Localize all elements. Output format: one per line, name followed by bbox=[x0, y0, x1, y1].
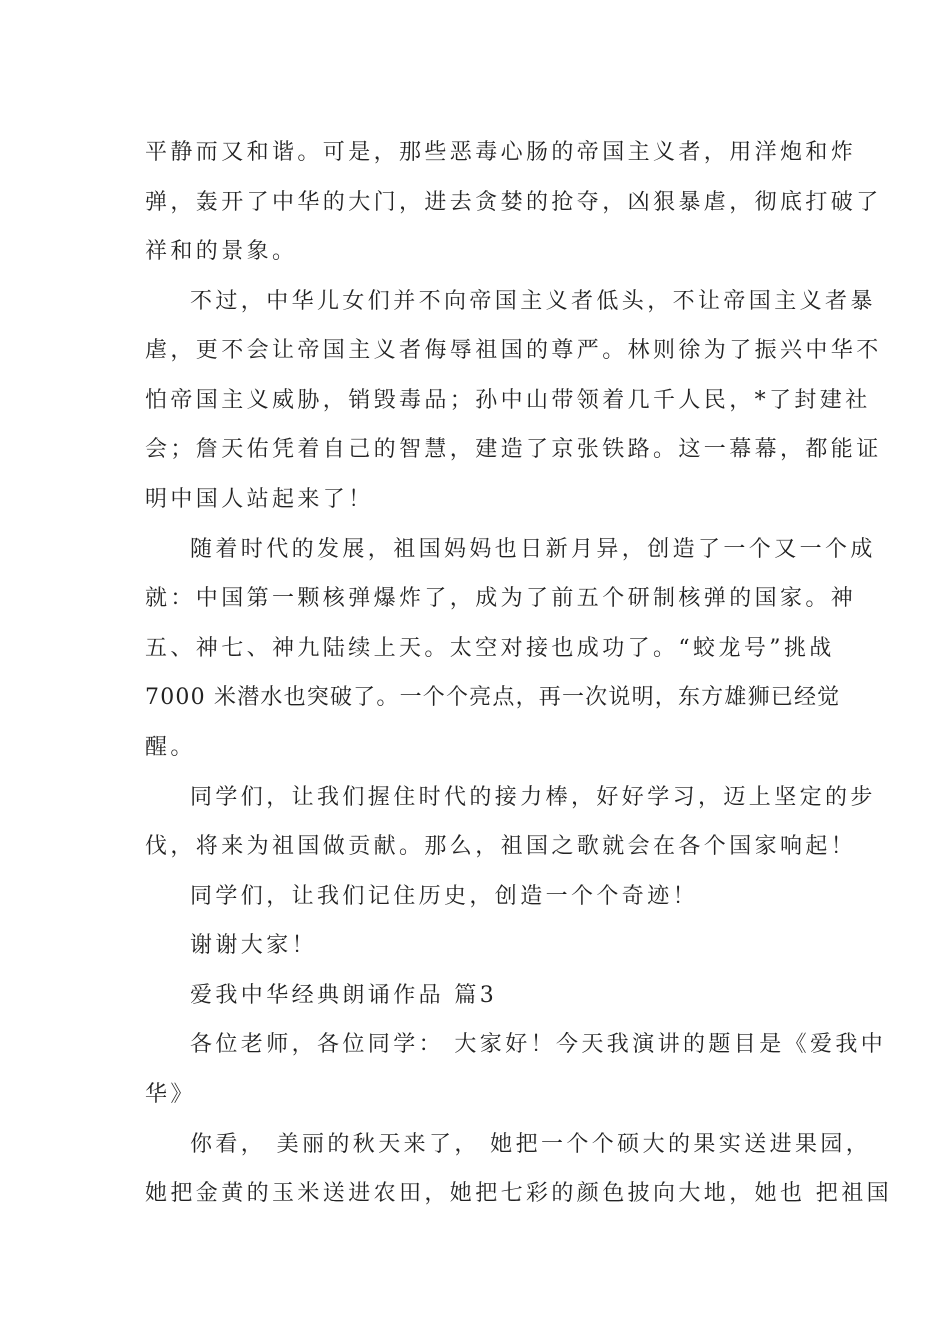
paragraph-start-line: 同学们，让我们握住时代的接力棒，好好学习，迈上坚定的步 bbox=[190, 785, 876, 810]
paragraph-start-line: 你看， 美丽的秋天来了， 她把一个个硕大的果实送进果园， bbox=[190, 1132, 872, 1157]
text-line: 五、神七、神九陆续上天。太空对接也成功了。“蛟龙号”挑战 bbox=[145, 636, 835, 661]
paragraph-start-line: 谢谢大家！ bbox=[190, 933, 318, 958]
paragraph-start-line: 随着时代的发展，祖国妈妈也日新月异，创造了一个又一个成 bbox=[190, 537, 876, 562]
text-line: 她把金黄的玉米送进农田，她把七彩的颜色披向大地，她也 把祖国 bbox=[145, 1181, 892, 1206]
text-line: 明中国人站起来了！ bbox=[145, 487, 374, 512]
text-line: 7000 米潜水也突破了。一个个亮点，再一次说明，东方雄狮已经觉 bbox=[145, 685, 841, 710]
paragraph-start-line: 不过，中华儿女们并不向帝国主义者低头，不让帝国主义者暴 bbox=[190, 289, 876, 314]
text-line: 会；詹天佑凭着自己的智慧，建造了京张铁路。这一幕幕，都能证 bbox=[145, 437, 882, 462]
text-line: 华》 bbox=[145, 1082, 196, 1107]
text-line: 伐，将来为祖国做贡献。那么，祖国之歌就会在各个国家响起！ bbox=[145, 834, 857, 859]
paragraph-start-line: 同学们，让我们记住历史，创造一个个奇迹！ bbox=[190, 884, 699, 909]
paragraph-start-line: 各位老师，各位同学： 大家好！今天我演讲的题目是《爱我中 bbox=[190, 1032, 887, 1057]
text-line: 平静而又和谐。可是，那些恶毒心肠的帝国主义者，用洋炮和炸 bbox=[145, 140, 857, 165]
text-line: 醒。 bbox=[145, 735, 196, 760]
text-line: 弹，轰开了中华的大门，进去贪婪的抢夺，凶狠暴虐，彻底打破了 bbox=[145, 190, 882, 215]
text-line: 就：中国第一颗核弹爆炸了，成为了前五个研制核弹的国家。神 bbox=[145, 586, 857, 611]
text-line: 虐，更不会让帝国主义者侮辱祖国的尊严。林则徐为了振兴中华不 bbox=[145, 338, 882, 363]
text-line: 怕帝国主义威胁，销毁毒品；孙中山带领着几千人民，*了封建社 bbox=[145, 388, 871, 413]
section-heading: 爱我中华经典朗诵作品 篇3 bbox=[190, 983, 498, 1008]
text-line: 祥和的景象。 bbox=[145, 239, 298, 264]
